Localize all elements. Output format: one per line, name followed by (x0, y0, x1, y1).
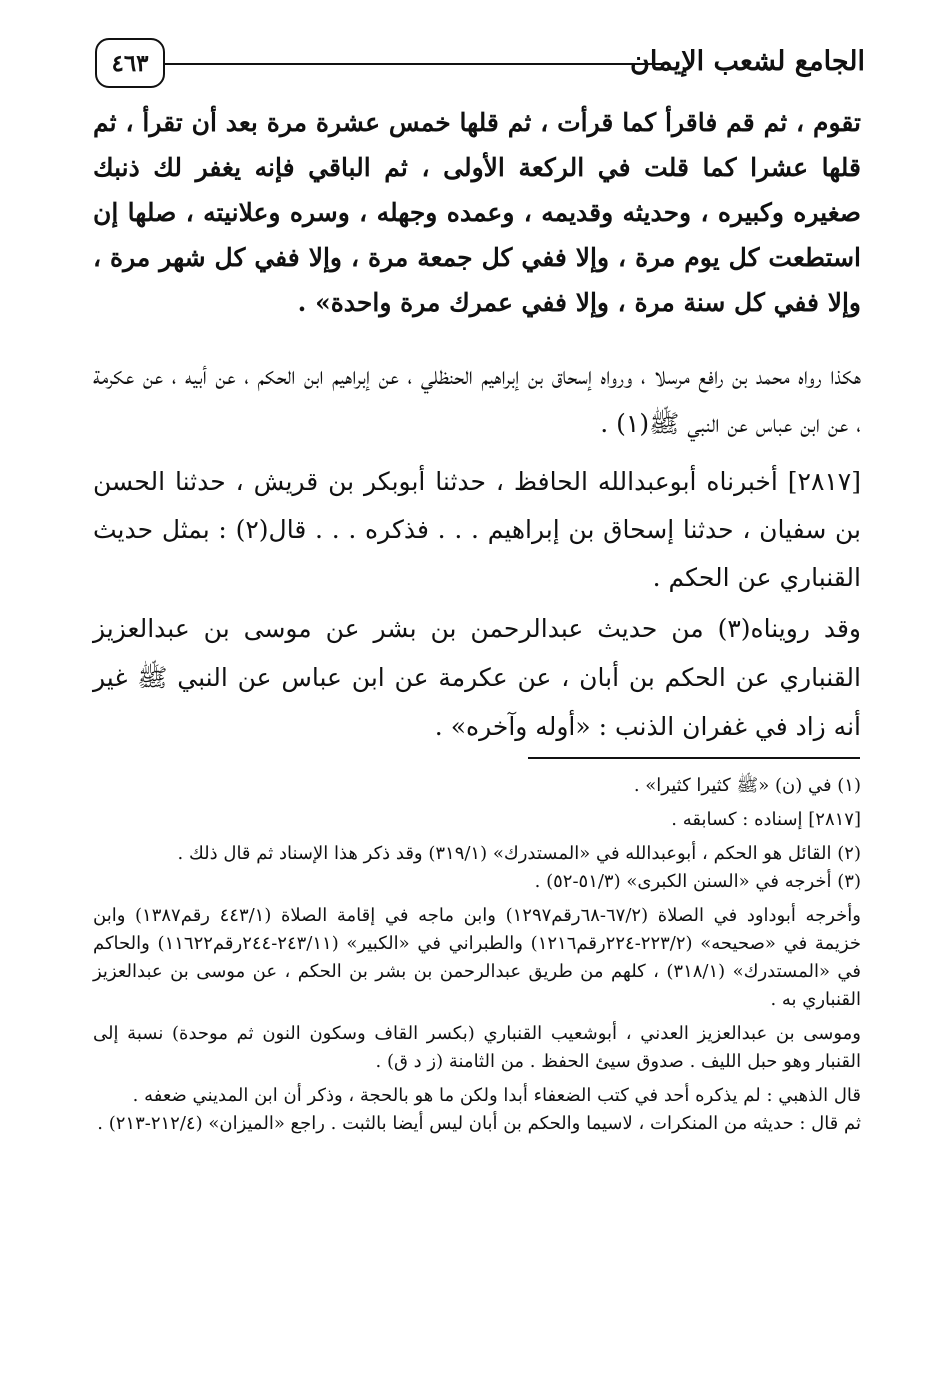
footnote-3-takhrij: وأخرجه أبوداود في الصلاة (٦٧/٢-٦٨رقم١٢٩٧) وابن ماجه في إقامة الصلاة (٤٤٣/١ رقم١٣٨٧) وابن خزيمة في «صحيحه» (٢٢٣/٢-٢٢٤رقم١٢١٦) والطبراني في «الكبير» (٢٤٣/١١-٢٤٤رقم١١٦٢٢) والحاكم في «المستدرك» (٣١٨/١) ، كلهم من طريق عبدالرحمن بن بشر بن الحكم ، عن موسى بن عبدالعزيز القنباري به . (93, 905, 862, 1010)
footnotes (93, 772, 861, 1138)
footnote-3-dhahabi: قال الذهبي : لم يذكره أحد في كتب الضعفاء أبدا ولكن ما هو بالحجة ، وذكر أن ابن المديني ضعفه . (132, 1085, 861, 1106)
narration-paragraph: وقد رويناه(٣) من حديث عبدالرحمن بن بشر عن موسى بن عبدالعزيز القنباري عن الحكم بن أبان ، عن عكرمة عن ابن عباس عن النبي ﷺ غير أنه زاد في غفران الذنب : «أوله وآخره» . (93, 614, 861, 741)
hadith-text-continuation: تقوم ، ثم قم فاقرأ كما قرأت ، ثم قلها خمس عشرة مرة بعد أن تقرأ ، ثم قلها عشرا كما قلت في الركعة الأولى ، ثم الباقي فإنه يغفر لك ذنبك صغيره وكبيره ، وحديثه وقديمه ، وعمده وجهله ، وسره وعلانيته ، صلها إن استطعت كل يوم مرة ، وإلا ففي كل جمعة مرة ، وإلا ففي كل شهر مرة ، وإلا ففي كل سنة مرة ، وإلا ففي عمرك مرة واحدة» . (93, 108, 861, 317)
footnote-1: (١) في (ن) «ﷺ كثيرا كثيرا» . (633, 775, 861, 796)
header-rule (165, 63, 665, 65)
page-number: ٤٦٣ (95, 38, 165, 88)
footnote-2817: [٢٨١٧] إسناده : كسابقه . (671, 809, 861, 830)
running-title: الجامع لشعب الإيمان (630, 46, 865, 77)
footnote-3-mizan: ثم قال : حديثه من المنكرات ، لاسيما والحكم بن أبان ليس أيضا بالثبت . راجع «الميزان» (٢١٢/٤-٢١٣) . (97, 1113, 861, 1134)
commentary-paragraph: هكذا رواه محمد بن رافع مرسلا ، ورواه إسحاق بن إبراهيم الحنظلي ، عن إبراهيم ابن الحكم ، عن أبيه ، عن عكرمة ، عن ابن عباس عن النبي ﷺ(١) . (93, 361, 861, 438)
page-header (95, 38, 865, 100)
footnote-separator (528, 757, 860, 759)
footnote-3: (٣) أخرجه في «السنن الكبرى» (٥١/٣-٥٢) . (534, 871, 861, 892)
hadith-2817-paragraph: [٢٨١٧] أخبرناه أبوعبدالله الحافظ ، حدثنا أبوبكر بن قريش ، حدثنا الحسن بن سفيان ، حدثنا إسحاق بن إبراهيم . . . فذكره . . . قال(٢) : بمثل حديث القنباري عن الحكم . (93, 467, 861, 592)
footnote-2: (٢) القائل هو الحكم ، أبوعبدالله في «المستدرك» (٣١٩/١) وقد ذكر هذا الإسناد ثم قال ذلك . (177, 843, 861, 864)
footnote-3-narrator: وموسى بن عبدالعزيز العدني ، أبوشعيب القنباري (بكسر القاف وسكون النون ثم موحدة) نسبة إلى القنبار وهو حبل الليف . صدوق سيئ الحفظ . من الثامنة (ز د ق) . (93, 1023, 861, 1072)
